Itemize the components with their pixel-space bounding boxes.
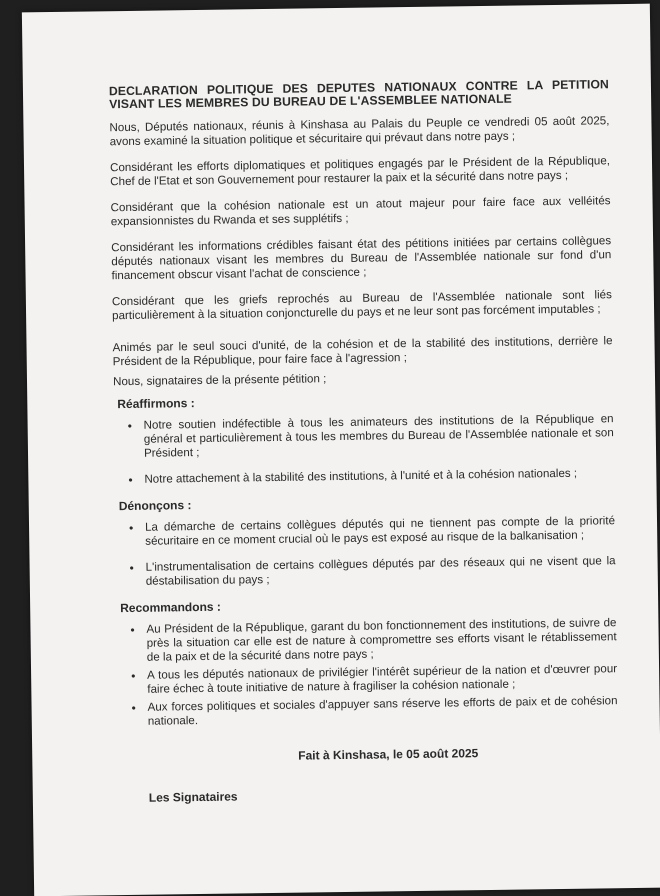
document-title: DECLARATION POLITIQUE DES DEPUTES NATIONAUX CONTRE LA PETITION VISANT LES MEMBRES DU BUREAU DE L'ASSEMBLEE NATIONALE (108, 77, 610, 112)
paragraph-considerant-1: Considérant les efforts diplomatiques et politiques engagés par le Président de la République, Chef de l'Etat et son Gouvernement pour restaurer la paix et la sécurité dans notre pays ; (109, 154, 611, 189)
list-item: • Au Président de la République, garant du bon fonctionnement des institutions, de suivre de près la situation car elle est de nature à compromettre ses efforts visant le rétablissement de la paix et de la sécurité dans notre pays ; (130, 616, 617, 664)
list-item: • Notre soutien indéfectible à tous les animateurs des institutions de la République en général et particulièrement à tous les membres du Bureau de l'Assemblée nationale et son Président ; (127, 412, 614, 460)
heading-recommandons: Recommandons : (120, 599, 221, 616)
bullet-icon: • (131, 668, 136, 683)
bullet-icon: • (129, 560, 134, 575)
paragraph-considerant-3: Considérant les informations crédibles faisant état des pétitions initiées par certains collègues députés nationaux visant les membres du Bureau de l'Assemblée nationale sur fond d'un financement obscur visant l'achat de conscience ; (111, 234, 612, 283)
list-recommandons (116, 616, 617, 729)
list-item: • A tous les députés nationaux de privilégier l'intérêt supérieur de la nation et d'œuvrer pour faire échec à toute initiative de nature à fragiliser la cohésion nationale ; (131, 662, 618, 696)
list-item: • La démarche de certains collègues députés qui ne tiennent pas compte de la priorité sécuritaire en ce moment crucial où le pays est exposé au risque de la balkanisation ; (128, 514, 616, 548)
paragraph-considerant-4: Considérant que les griefs reprochés au Bureau de l'Assemblée nationale sont liés particulièrement à la situation conjoncturelle du pays et ne leur sont pas forcément imputables ; (111, 288, 612, 323)
document-body (109, 78, 619, 805)
list-item: • L'instrumentalisation de certains collègues députés par des réseaux qui ne visent que la déstabilisation du pays ; (129, 554, 616, 588)
signatories-label: Les Signataires (148, 789, 238, 805)
bullet-icon: • (128, 520, 134, 535)
paragraph-animes: Animés par le seul souci d'unité, de la cohésion et de la stabilité des institutions, derrière le Président de la République, pour faire face à l'agression ; (112, 334, 613, 369)
paragraph-considerant-2: Considérant que la cohésion nationale est un atout majeur pour faire face aux velléités expansionnistes du Rwanda et ses supplétifs ; (110, 194, 611, 229)
paragraph-intro: Nous, Députés nationaux, réunis à Kinshasa au Palais du Peuple ce vendredi 05 août 2025, avons examiné la situation politique et sécuritaire qui prévaut dans notre pays ; (109, 114, 610, 149)
list-denoncons (115, 514, 616, 589)
list-item: • Aux forces politiques et sociales d'appuyer sans réserve les efforts de paix et de cohésion nationale. (131, 694, 618, 728)
heading-denoncons: Dénonçons : (118, 498, 192, 514)
bullet-icon: • (130, 622, 135, 637)
bullet-icon: • (128, 472, 133, 487)
list-item: • Notre attachement à la stabilité des institutions, à l'unité et à la cohésion nationales ; (128, 466, 578, 487)
paper-sheet (22, 4, 660, 896)
paragraph-signataires: Nous, signataires de la présente pétition ; (112, 372, 327, 389)
list-reaffirmons (114, 412, 615, 487)
heading-reaffirmons: Réaffirmons : (117, 396, 195, 412)
bullet-icon: • (127, 418, 132, 433)
place-date: Fait à Kinshasa, le 05 août 2025 (298, 746, 479, 763)
bullet-icon: • (131, 700, 136, 715)
